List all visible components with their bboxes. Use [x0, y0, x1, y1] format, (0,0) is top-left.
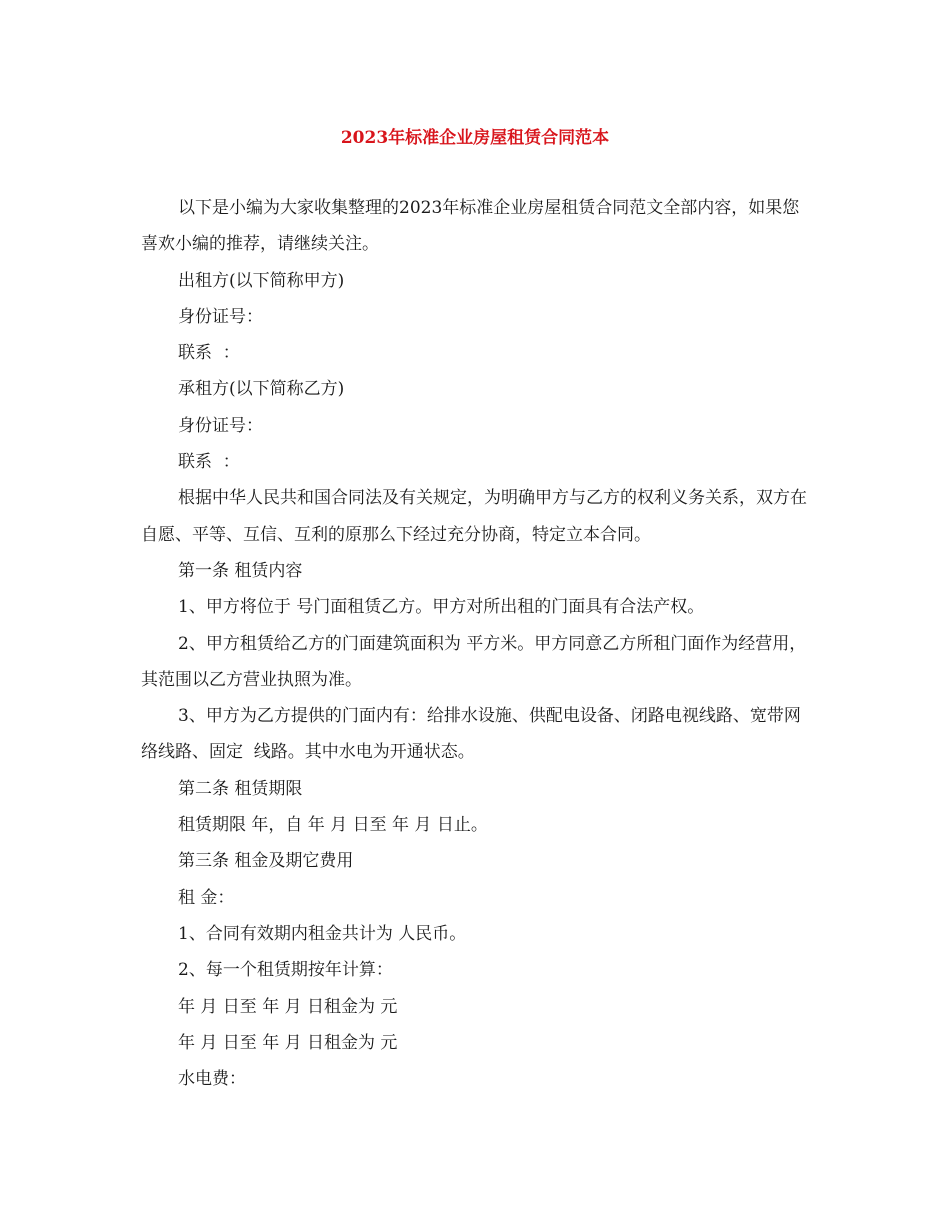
rent-item-1: 1、合同有效期内租金共计为 人民币。 — [178, 923, 467, 944]
article-1-heading: 第一条 租赁内容 — [178, 560, 303, 581]
article-3-heading: 第三条 租金及期它费用 — [178, 851, 354, 872]
article-1-item-1: 1、甲方将位于 号门面租赁乙方。甲方对所出租的门面具有合法产权。 — [178, 597, 705, 618]
paragraph-intro: 以下是小编为大家收集整理的2023年标准企业房屋租赁合同范文全部内容，如果您喜欢小编的推荐，请继续关注。 — [141, 198, 800, 255]
paragraph-lessor: 出租方(以下简称甲方) — [178, 270, 345, 291]
document-body — [141, 190, 811, 1097]
rent-item-2: 2、每一个租赁期按年计算： — [178, 960, 393, 981]
paragraph-preamble: 根据中华人民共和国合同法及有关规定，为明确甲方与乙方的权利义务关系，双方在自愿、平等、互信、互利的原那么下经过充分协商，特定立本合同。 — [141, 488, 807, 545]
rent-period-line: 年 月 日至 年 月 日租金为 元 — [178, 1032, 398, 1053]
article-1-item-2: 2、甲方租赁给乙方的门面建筑面积为 平方米。甲方同意乙方所租门面作为经营用，其范围以乙方营业执照为准。 — [141, 633, 807, 690]
paragraph-lessee-id: 身份证号： — [178, 415, 263, 436]
paragraph-lessee: 承租方(以下简称乙方) — [178, 379, 345, 400]
rent-label: 租 金： — [178, 887, 235, 908]
paragraph-lessee-contact: 联系 ： — [178, 452, 240, 473]
article-1-item-3: 3、甲方为乙方提供的门面内有：给排水设施、供配电设备、闭路电视线路、宽带网络线路、固定 线路。其中水电为开通状态。 — [141, 706, 801, 763]
article-2-term: 租赁期限 年，自 年 月 日至 年 月 日止。 — [178, 815, 488, 836]
rent-period-line: 年 月 日至 年 月 日租金为 元 — [178, 996, 398, 1017]
paragraph-lessor-id: 身份证号： — [178, 306, 263, 327]
document-title: 2023年标准企业房屋租赁合同范本 — [340, 128, 610, 148]
article-2-heading: 第二条 租赁期限 — [178, 778, 303, 799]
paragraph-lessor-contact: 联系 ： — [178, 343, 240, 364]
utilities-label: 水电费： — [178, 1069, 246, 1090]
